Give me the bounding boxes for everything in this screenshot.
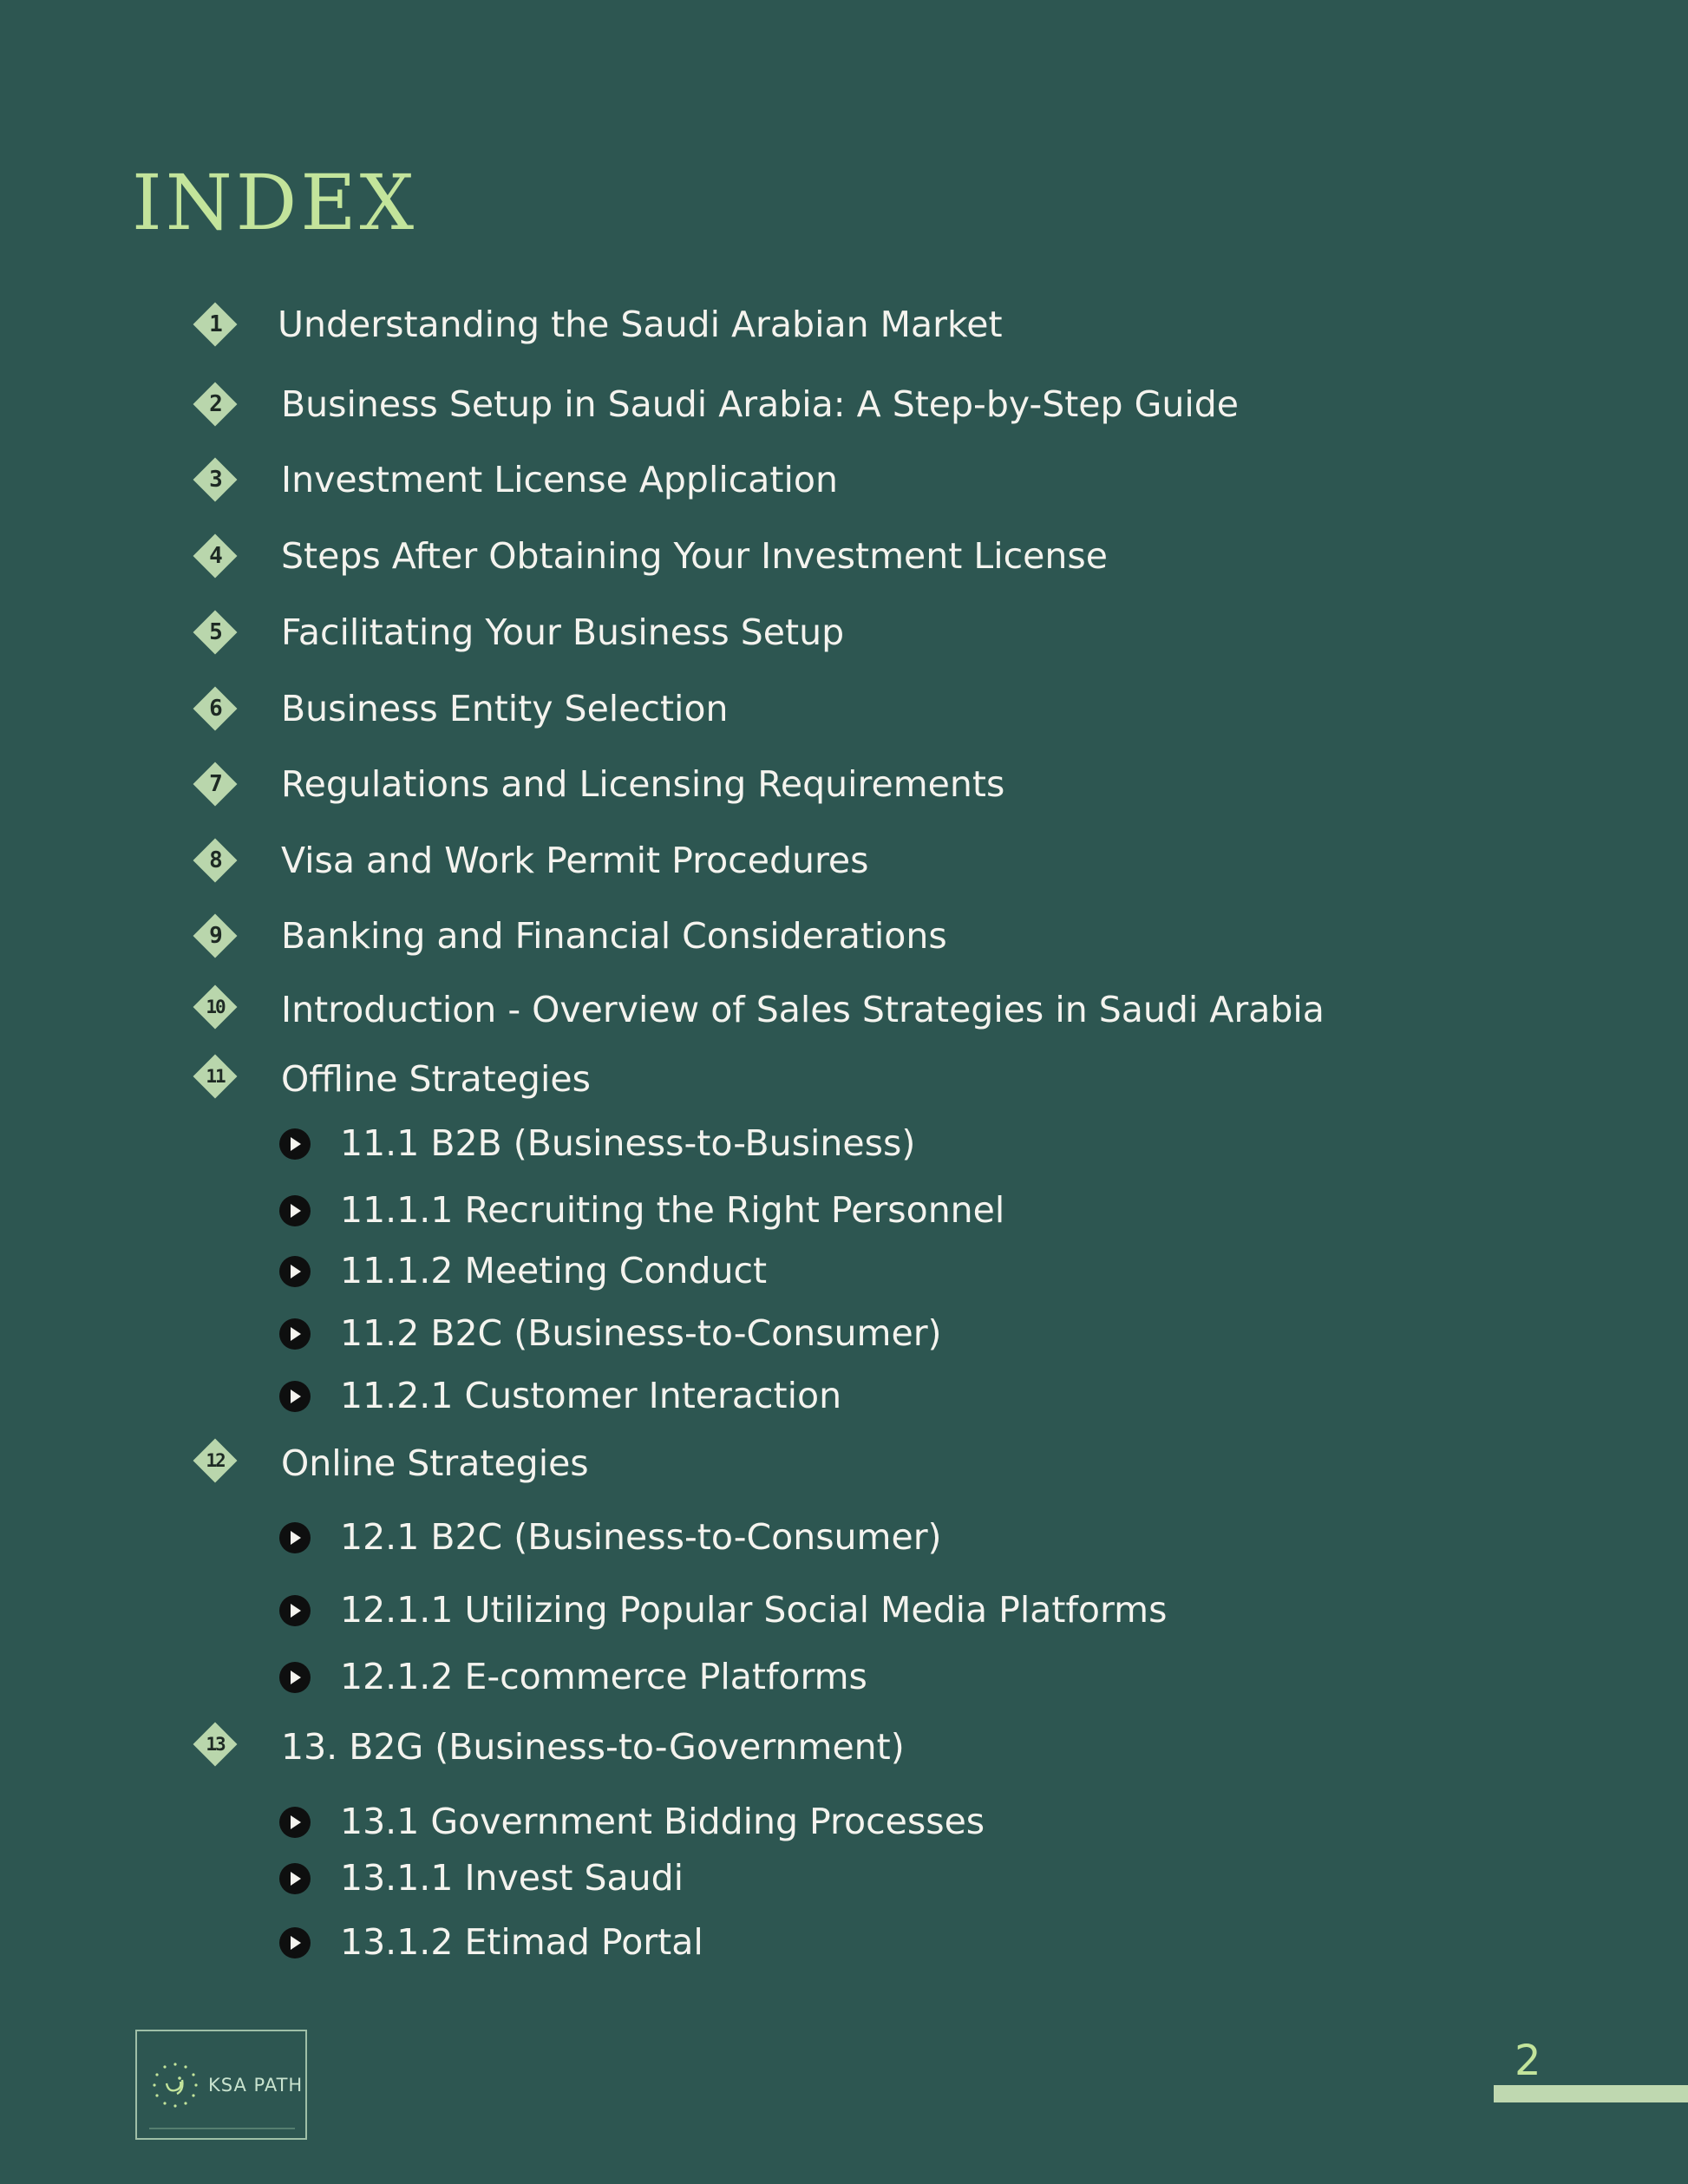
- arrow-bullet-icon: [279, 1807, 311, 1838]
- entry-number: 5: [209, 619, 221, 645]
- diamond-number-icon: [193, 913, 238, 958]
- arrow-bullet-icon: [279, 1318, 311, 1350]
- diamond-number-icon: [193, 302, 238, 347]
- entry-label: 13. B2G (Business-to-Government): [281, 1725, 905, 1768]
- entry-label: Understanding the Saudi Arabian Market: [278, 303, 1003, 345]
- entry-label: Visa and Work Permit Procedures: [281, 839, 869, 881]
- entry-label: Introduction - Overview of Sales Strategies in Saudi Arabia: [281, 988, 1325, 1030]
- subentry-label: 11.1.1 Recruiting the Right Personnel: [340, 1189, 1005, 1231]
- index-entry-5[interactable]: [193, 610, 844, 655]
- entry-label: Business Setup in Saudi Arabia: A Step-by-Step Guide: [281, 383, 1239, 425]
- index-subentry-12-1-2[interactable]: [279, 1656, 867, 1697]
- diamond-number-icon: [193, 686, 238, 731]
- page-number-bar: [1494, 2085, 1688, 2102]
- page-title: INDEX: [132, 158, 418, 247]
- subentry-label: 13.1 Government Bidding Processes: [340, 1801, 985, 1842]
- entry-number: 6: [209, 696, 221, 722]
- index-subentry-11-2-1[interactable]: [279, 1375, 842, 1416]
- subentry-label: 11.2.1 Customer Interaction: [340, 1375, 842, 1416]
- index-entry-10[interactable]: [193, 984, 1325, 1030]
- subentry-label: 12.1.1 Utilizing Popular Social Media Platforms: [340, 1589, 1168, 1631]
- index-subentry-11-1-1[interactable]: [279, 1189, 1005, 1231]
- subentry-label: 13.1.2 Etimad Portal: [340, 1921, 703, 1963]
- diamond-number-icon: [193, 1722, 238, 1767]
- index-entry-4[interactable]: [193, 533, 1108, 579]
- logo-divider: [149, 2128, 295, 2129]
- index-subentry-13-1[interactable]: [279, 1801, 985, 1842]
- subentry-label: 11.2 B2C (Business-to-Consumer): [340, 1312, 942, 1354]
- entry-label: Regulations and Licensing Requirements: [281, 762, 1005, 805]
- entry-label: Facilitating Your Business Setup: [281, 611, 845, 653]
- entry-number: 10: [206, 997, 225, 1017]
- index-entry-12[interactable]: [193, 1438, 589, 1483]
- diamond-number-icon: [193, 382, 238, 427]
- arrow-bullet-icon: [279, 1595, 311, 1626]
- index-entry-13[interactable]: [193, 1722, 905, 1767]
- arrow-bullet-icon: [279, 1863, 311, 1894]
- entry-number: 9: [209, 923, 221, 949]
- diamond-number-icon: [193, 533, 238, 579]
- entry-number: 11: [206, 1066, 225, 1087]
- ksa-path-logo: [135, 2030, 307, 2140]
- entry-number: 3: [209, 467, 221, 493]
- index-entry-3[interactable]: [193, 457, 838, 502]
- logo-text: KSA PATH: [208, 2075, 304, 2096]
- arrow-bullet-icon: [279, 1381, 311, 1412]
- diamond-number-icon: [193, 1054, 238, 1099]
- entry-number: 2: [209, 391, 221, 417]
- index-entry-8[interactable]: [193, 838, 869, 883]
- arrow-bullet-icon: [279, 1522, 311, 1553]
- index-entry-9[interactable]: [193, 913, 947, 958]
- entry-label: Banking and Financial Considerations: [281, 914, 947, 957]
- arrow-bullet-icon: [279, 1256, 311, 1287]
- entry-number: 7: [209, 771, 221, 797]
- index-subentry-12-1[interactable]: [279, 1516, 942, 1558]
- entry-number: 4: [209, 543, 221, 569]
- index-subentry-13-1-2[interactable]: [279, 1921, 703, 1963]
- index-subentry-11-1-2[interactable]: [279, 1250, 768, 1291]
- ksa-path-logo-icon: [147, 2057, 203, 2113]
- arrow-bullet-icon: [279, 1662, 311, 1693]
- diamond-number-icon: [193, 1438, 238, 1483]
- entry-label: Investment License Application: [281, 458, 838, 500]
- entry-label: Online Strategies: [281, 1442, 589, 1484]
- index-subentry-13-1-1[interactable]: [279, 1857, 684, 1899]
- index-subentry-11-1[interactable]: [279, 1122, 916, 1164]
- subentry-label: 13.1.1 Invest Saudi: [340, 1857, 684, 1899]
- subentry-label: 11.1 B2B (Business-to-Business): [340, 1122, 916, 1164]
- index-entry-1[interactable]: [193, 302, 1003, 347]
- page-number: 2: [1515, 2037, 1541, 2085]
- diamond-number-icon: [193, 457, 238, 502]
- arrow-bullet-icon: [279, 1195, 311, 1226]
- entry-number: 1: [209, 311, 221, 337]
- entry-label: Offline Strategies: [281, 1057, 591, 1100]
- subentry-label: 11.1.2 Meeting Conduct: [340, 1250, 768, 1291]
- arrow-bullet-icon: [279, 1128, 311, 1160]
- index-entry-6[interactable]: [193, 686, 729, 731]
- entry-number: 8: [209, 847, 221, 873]
- diamond-number-icon: [193, 610, 238, 655]
- diamond-number-icon: [193, 762, 238, 807]
- subentry-label: 12.1 B2C (Business-to-Consumer): [340, 1516, 942, 1558]
- index-entry-7[interactable]: [193, 762, 1004, 807]
- index-subentry-11-2[interactable]: [279, 1312, 942, 1354]
- index-entry-2[interactable]: [193, 382, 1239, 427]
- index-subentry-12-1-1[interactable]: [279, 1589, 1168, 1631]
- index-entry-11[interactable]: [193, 1054, 591, 1099]
- entry-label: Steps After Obtaining Your Investment License: [281, 534, 1108, 577]
- arrow-bullet-icon: [279, 1927, 311, 1958]
- entry-label: Business Entity Selection: [281, 687, 729, 729]
- diamond-number-icon: [193, 838, 238, 883]
- entry-number: 12: [206, 1450, 225, 1471]
- entry-number: 13: [206, 1734, 225, 1755]
- diamond-number-icon: [193, 984, 238, 1030]
- subentry-label: 12.1.2 E-commerce Platforms: [340, 1656, 867, 1697]
